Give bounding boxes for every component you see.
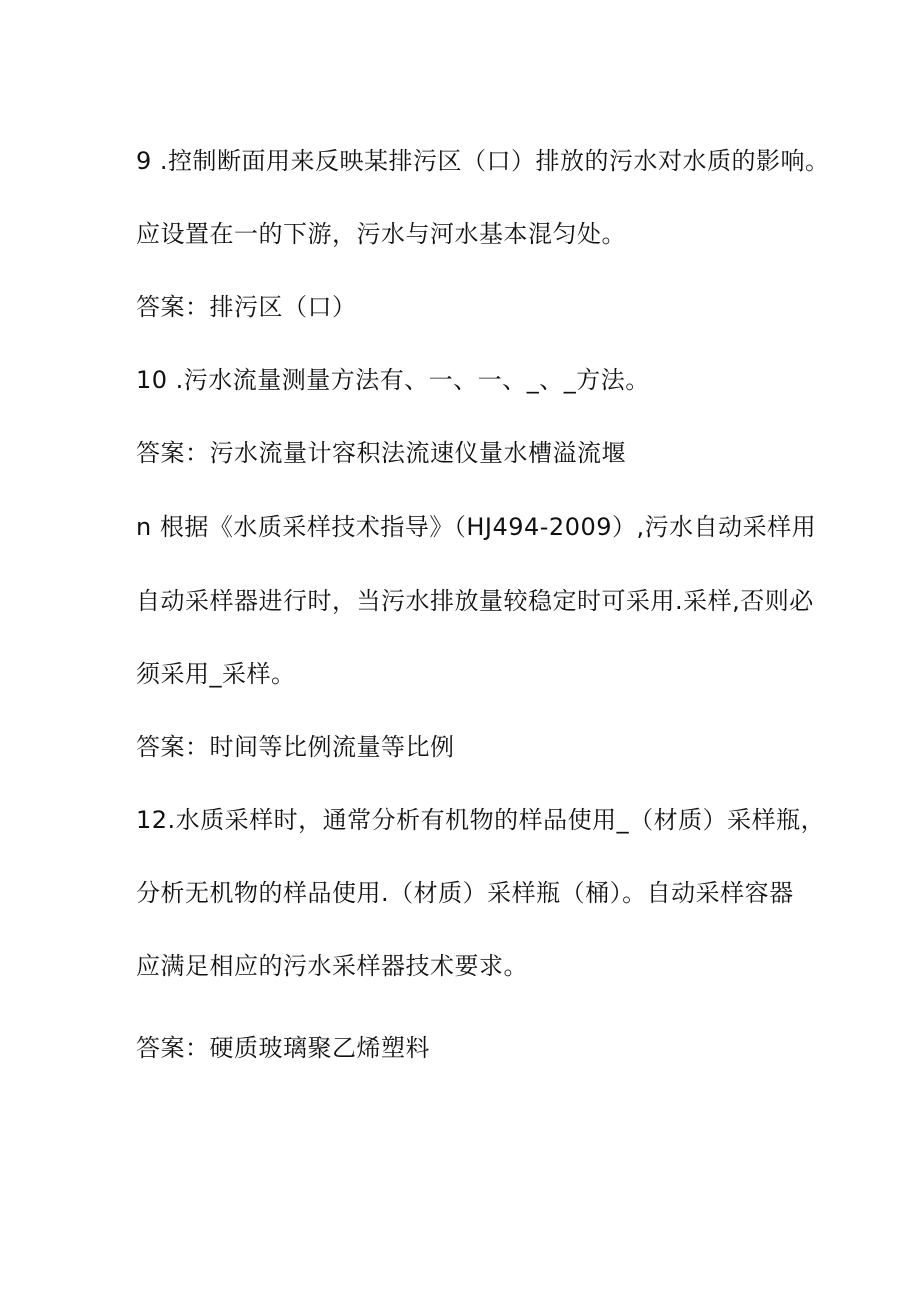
answer-11: 答案：时间等比例流量等比例 xyxy=(136,733,455,761)
answer-10: 答案：污水流量计容积法流速仪量水槽溢流堰 xyxy=(136,439,626,467)
question-12-line-3: 应满足相应的污水采样器技术要求。 xyxy=(136,952,528,980)
answer-12: 答案：硬质玻璃聚乙烯塑料 xyxy=(136,1034,430,1062)
question-12-line-2: 分析无机物的样品使用.（材质）采样瓶（桶）。自动采样容器 xyxy=(136,879,794,907)
question-9-line-1: 9 .控制断面用来反映某排污区（口）排放的污水对水质的影响。 xyxy=(136,147,830,175)
question-11-line-3: 须采用_采样。 xyxy=(136,660,296,688)
question-9-line-2: 应设置在一的下游，污水与河水基本混匀处。 xyxy=(136,220,626,248)
question-11-line-2: 自动采样器进行时，当污水排放量较稳定时可采用.采样,否则必 xyxy=(136,587,814,615)
question-10: 10 .污水流量测量方法有、一、一、_、_方法。 xyxy=(136,366,650,394)
question-11-line-1: n 根据《水质采样技术指导》（HJ494-2009）,污水自动采样用 xyxy=(136,513,817,541)
answer-9: 答案：排污区（口） xyxy=(136,293,357,321)
question-12-line-1: 12.水质采样时，通常分析有机物的样品使用_（材质）采样瓶， xyxy=(136,806,826,834)
